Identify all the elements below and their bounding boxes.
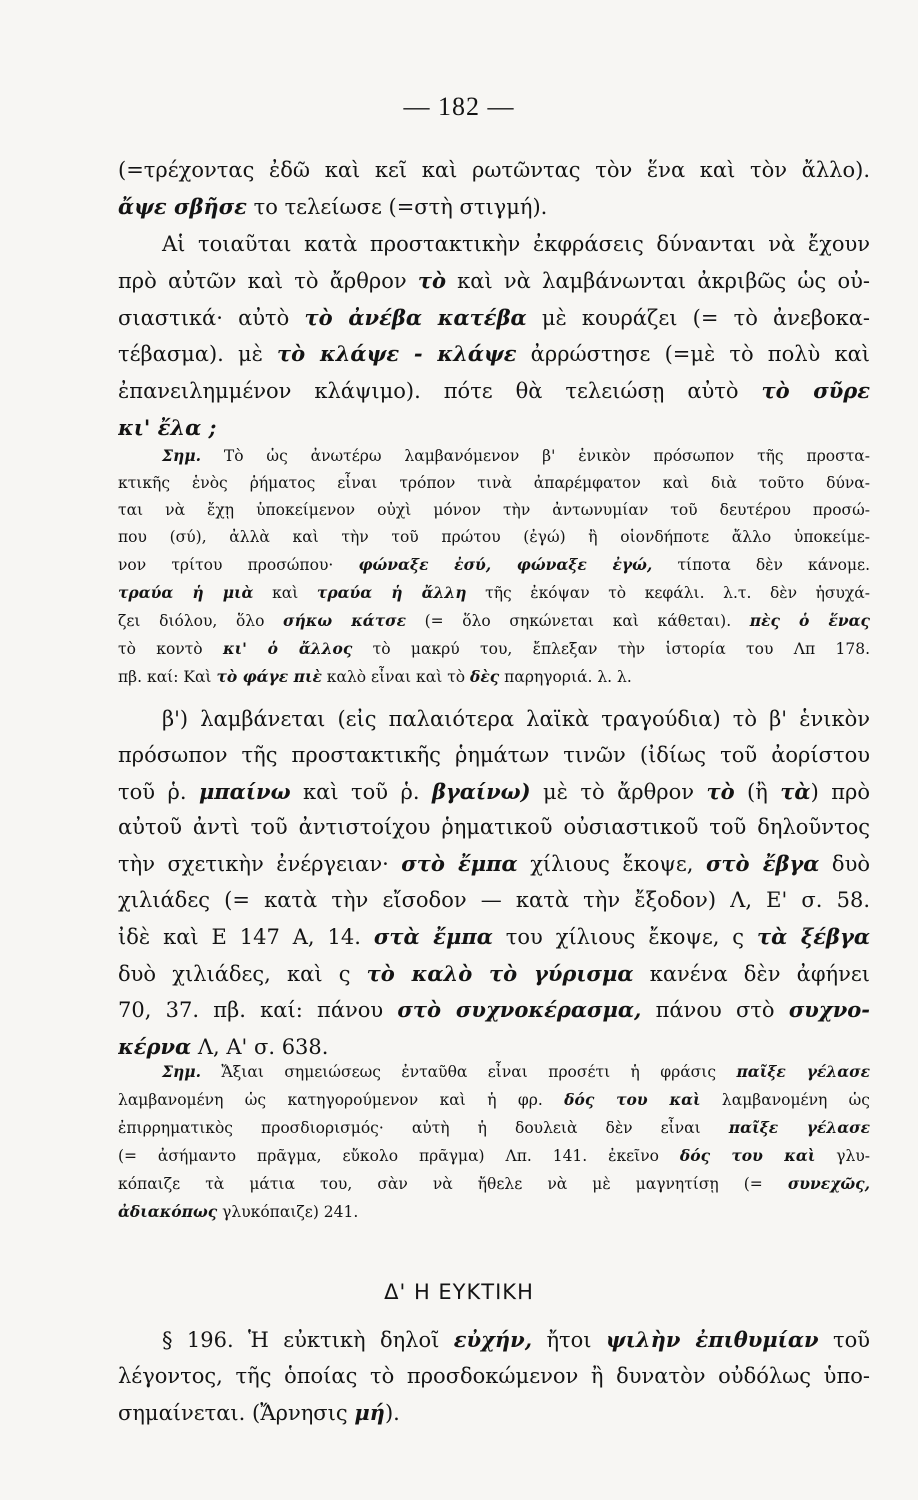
text-line: ἄψε σβῆσε το τελείωσε (=στὴ στιγμή). xyxy=(118,193,548,219)
text-line: κτικῆς ἑνὸς ῥήματος εἶναι τρόπον τινὰ ἀπαρέμφατον καὶ διὰ τοῦτο δύνα- xyxy=(118,474,870,492)
text-line: χιλιάδες (= κατὰ τὴν εἴσοδον — κατὰ τὴν ἔξοδον) Λ, Ε' σ. 58. xyxy=(118,887,870,912)
paragraph-imperative-article xyxy=(118,227,870,447)
text-line: β') λαμβάνεται (εἰς παλαιότερα λαϊκὰ τραγούδια) τὸ β' ἑνικὸν xyxy=(162,707,870,731)
text-line: Σημ. Τὸ ὡς ἀνωτέρω λαμβανόμενον β' ἑνικὸν πρόσωπον τῆς προστα- xyxy=(162,446,870,465)
text-line: τὴν σχετικὴν ἐνέργειαν· στὸ ἔμπα χίλιους ἔκοψε, στὸ ἔβγα δυὸ xyxy=(118,851,870,877)
text-line: 70, 37. πβ. καί: πάνου στὸ συχνοκέρασμα, πάνου στὸ συχνο- xyxy=(118,997,870,1023)
text-line: κόπαιζε τὰ μάτια του, σὰν νὰ ἤθελε νὰ μὲ μαγνητίσῃ (= συνεχῶς, xyxy=(118,1174,870,1193)
text-line: πρὸ αὐτῶν καὶ τὸ ἄρθρον τὸ καὶ νὰ λαμβάνωνται ἀκριβῶς ὡς οὐ- xyxy=(118,267,870,293)
text-line: αὐτοῦ ἀντὶ τοῦ ἀντιστοίχου ῥηματικοῦ οὐσιαστικοῦ τοῦ δηλοῦντος xyxy=(118,815,870,840)
text-line: κι' ἔλα ; xyxy=(118,414,217,440)
text-line: τραύα ἡ μιὰ καὶ τραύα ἡ ἄλλη τῆς ἐκόψαν τὸ κεφάλι. λ.τ. δὲν ἡσυχά- xyxy=(118,583,870,602)
text-line: πβ. καί: Καὶ τὸ φάγε πιὲ καλὸ εἶναι καὶ τὸ δὲς παρηγοριά. λ. λ. xyxy=(118,667,632,686)
text-line: ἀδιακόπως γλυκόπαιζε) 241. xyxy=(118,1202,359,1221)
text-line: § 196. Ἡ εὐκτικὴ δηλοῖ εὐχήν, ἤτοι ψιλὴν ἐπιθυμίαν τοῦ xyxy=(162,1327,870,1352)
text-line: Σημ. Ἄξιαι σημειώσεως ἐνταῦθα εἶναι προσέτι ἡ φράσις παῖξε γέλασε xyxy=(162,1062,870,1081)
text-line: ζει διόλου, ὅλο σήκω κάτσε (= ὅλο σηκώνεται καὶ κάθεται). πὲς ὁ ἕνας xyxy=(118,611,870,630)
text-line: λέγοντος, τῆς ὁποίας τὸ προσδοκώμενον ἢ δυνατὸν οὐδόλως ὑπο- xyxy=(118,1363,870,1388)
text-line: τέβασμα). μὲ τὸ κλάψε - κλάψε ἀρρώστησε (=μὲ τὸ πολὺ καὶ xyxy=(118,341,870,367)
text-line: πρόσωπον τῆς προστακτικῆς ῥημάτων τινῶν (ἰδίως τοῦ ἀορίστου xyxy=(118,742,870,767)
paragraph-section-196 xyxy=(118,1322,870,1431)
text-line: τὸ κοντὸ κι' ὁ ἄλλος τὸ μακρύ του, ἔπλεξαν τὴν ἱστορία του Λπ 178. xyxy=(118,639,870,658)
text-line: ἐπιρρηματικὸς προσδιορισμός· αὐτὴ ἡ δουλειὰ δὲν εἶναι παῖξε γέλασε xyxy=(118,1118,870,1137)
note-block xyxy=(118,442,870,691)
text-line: δυὸ χιλιάδες, καὶ ς τὸ καλὸ τὸ γύρισμα κανένα δὲν ἀφήνει xyxy=(118,960,870,986)
text-line: ται νὰ ἔχῃ ὑποκείμενον οὐχὶ μόνον τὴν ἀντωνυμίαν τοῦ δευτέρου προσώ- xyxy=(118,501,870,519)
text-line: Αἱ τοιαῦται κατὰ προστακτικὴν ἐκφράσεις δύνανται νὰ ἔχουν xyxy=(162,232,870,256)
paragraph-b-case xyxy=(118,702,870,1066)
text-line: σιαστικά· αὐτὸ τὸ ἀνέβα κατέβα μὲ κουράζει (= τὸ ἀνεβοκα- xyxy=(118,304,870,330)
text-line: (=τρέχοντας ἐδῶ καὶ κεῖ καὶ ρωτῶντας τὸν ἕνα καὶ τὸν ἄλλο). xyxy=(118,158,870,182)
text-line: ἐπανειλημμένον κλάψιμο). πότε θὰ τελειώσῃ αὐτὸ τὸ σῦρε xyxy=(118,378,870,404)
text-line: νον τρίτου προσώπου· φώναξε ἐσύ, φώναξε ἐγώ, τίποτα δὲν κάνομε. xyxy=(118,555,870,574)
text-line: που (σύ), ἀλλὰ καὶ τὴν τοῦ πρώτου (ἐγώ) ἢ οἱονδήποτε ἄλλο ὑποκείμε- xyxy=(118,528,870,546)
paragraph-continuation xyxy=(118,153,870,226)
text-line: τοῦ ῥ. μπαίνω καὶ τοῦ ῥ. βγαίνω) μὲ τὸ ἄρθρον τὸ (ἢ τὰ) πρὸ xyxy=(118,778,870,804)
text-line: (= ἀσήμαντο πρᾶγμα, εὔκολο πρᾶγμα) Λπ. 141. ἐκεῖνο δός του καὶ γλυ- xyxy=(118,1146,870,1165)
text-line: κέρνα Λ, Α' σ. 638. xyxy=(118,1034,329,1060)
note-block xyxy=(118,1058,870,1226)
text-line: σημαίνεται. (Ἄρνησις μή). xyxy=(118,1399,400,1425)
text-line: ἰδὲ καὶ Ε 147 Α, 14. στὰ ἔμπα του χίλιους ἔκοψε, ς τὰ ξέβγα xyxy=(118,923,870,949)
text-line: λαμβανομένη ὡς κατηγορούμενον καὶ ἡ φρ. δός του καὶ λαμβανομένη ὡς xyxy=(118,1090,870,1109)
page-number: — 182 — xyxy=(403,92,515,121)
section-heading: Δ' Η ΕΥΚΤΙΚΗ xyxy=(384,1280,534,1304)
